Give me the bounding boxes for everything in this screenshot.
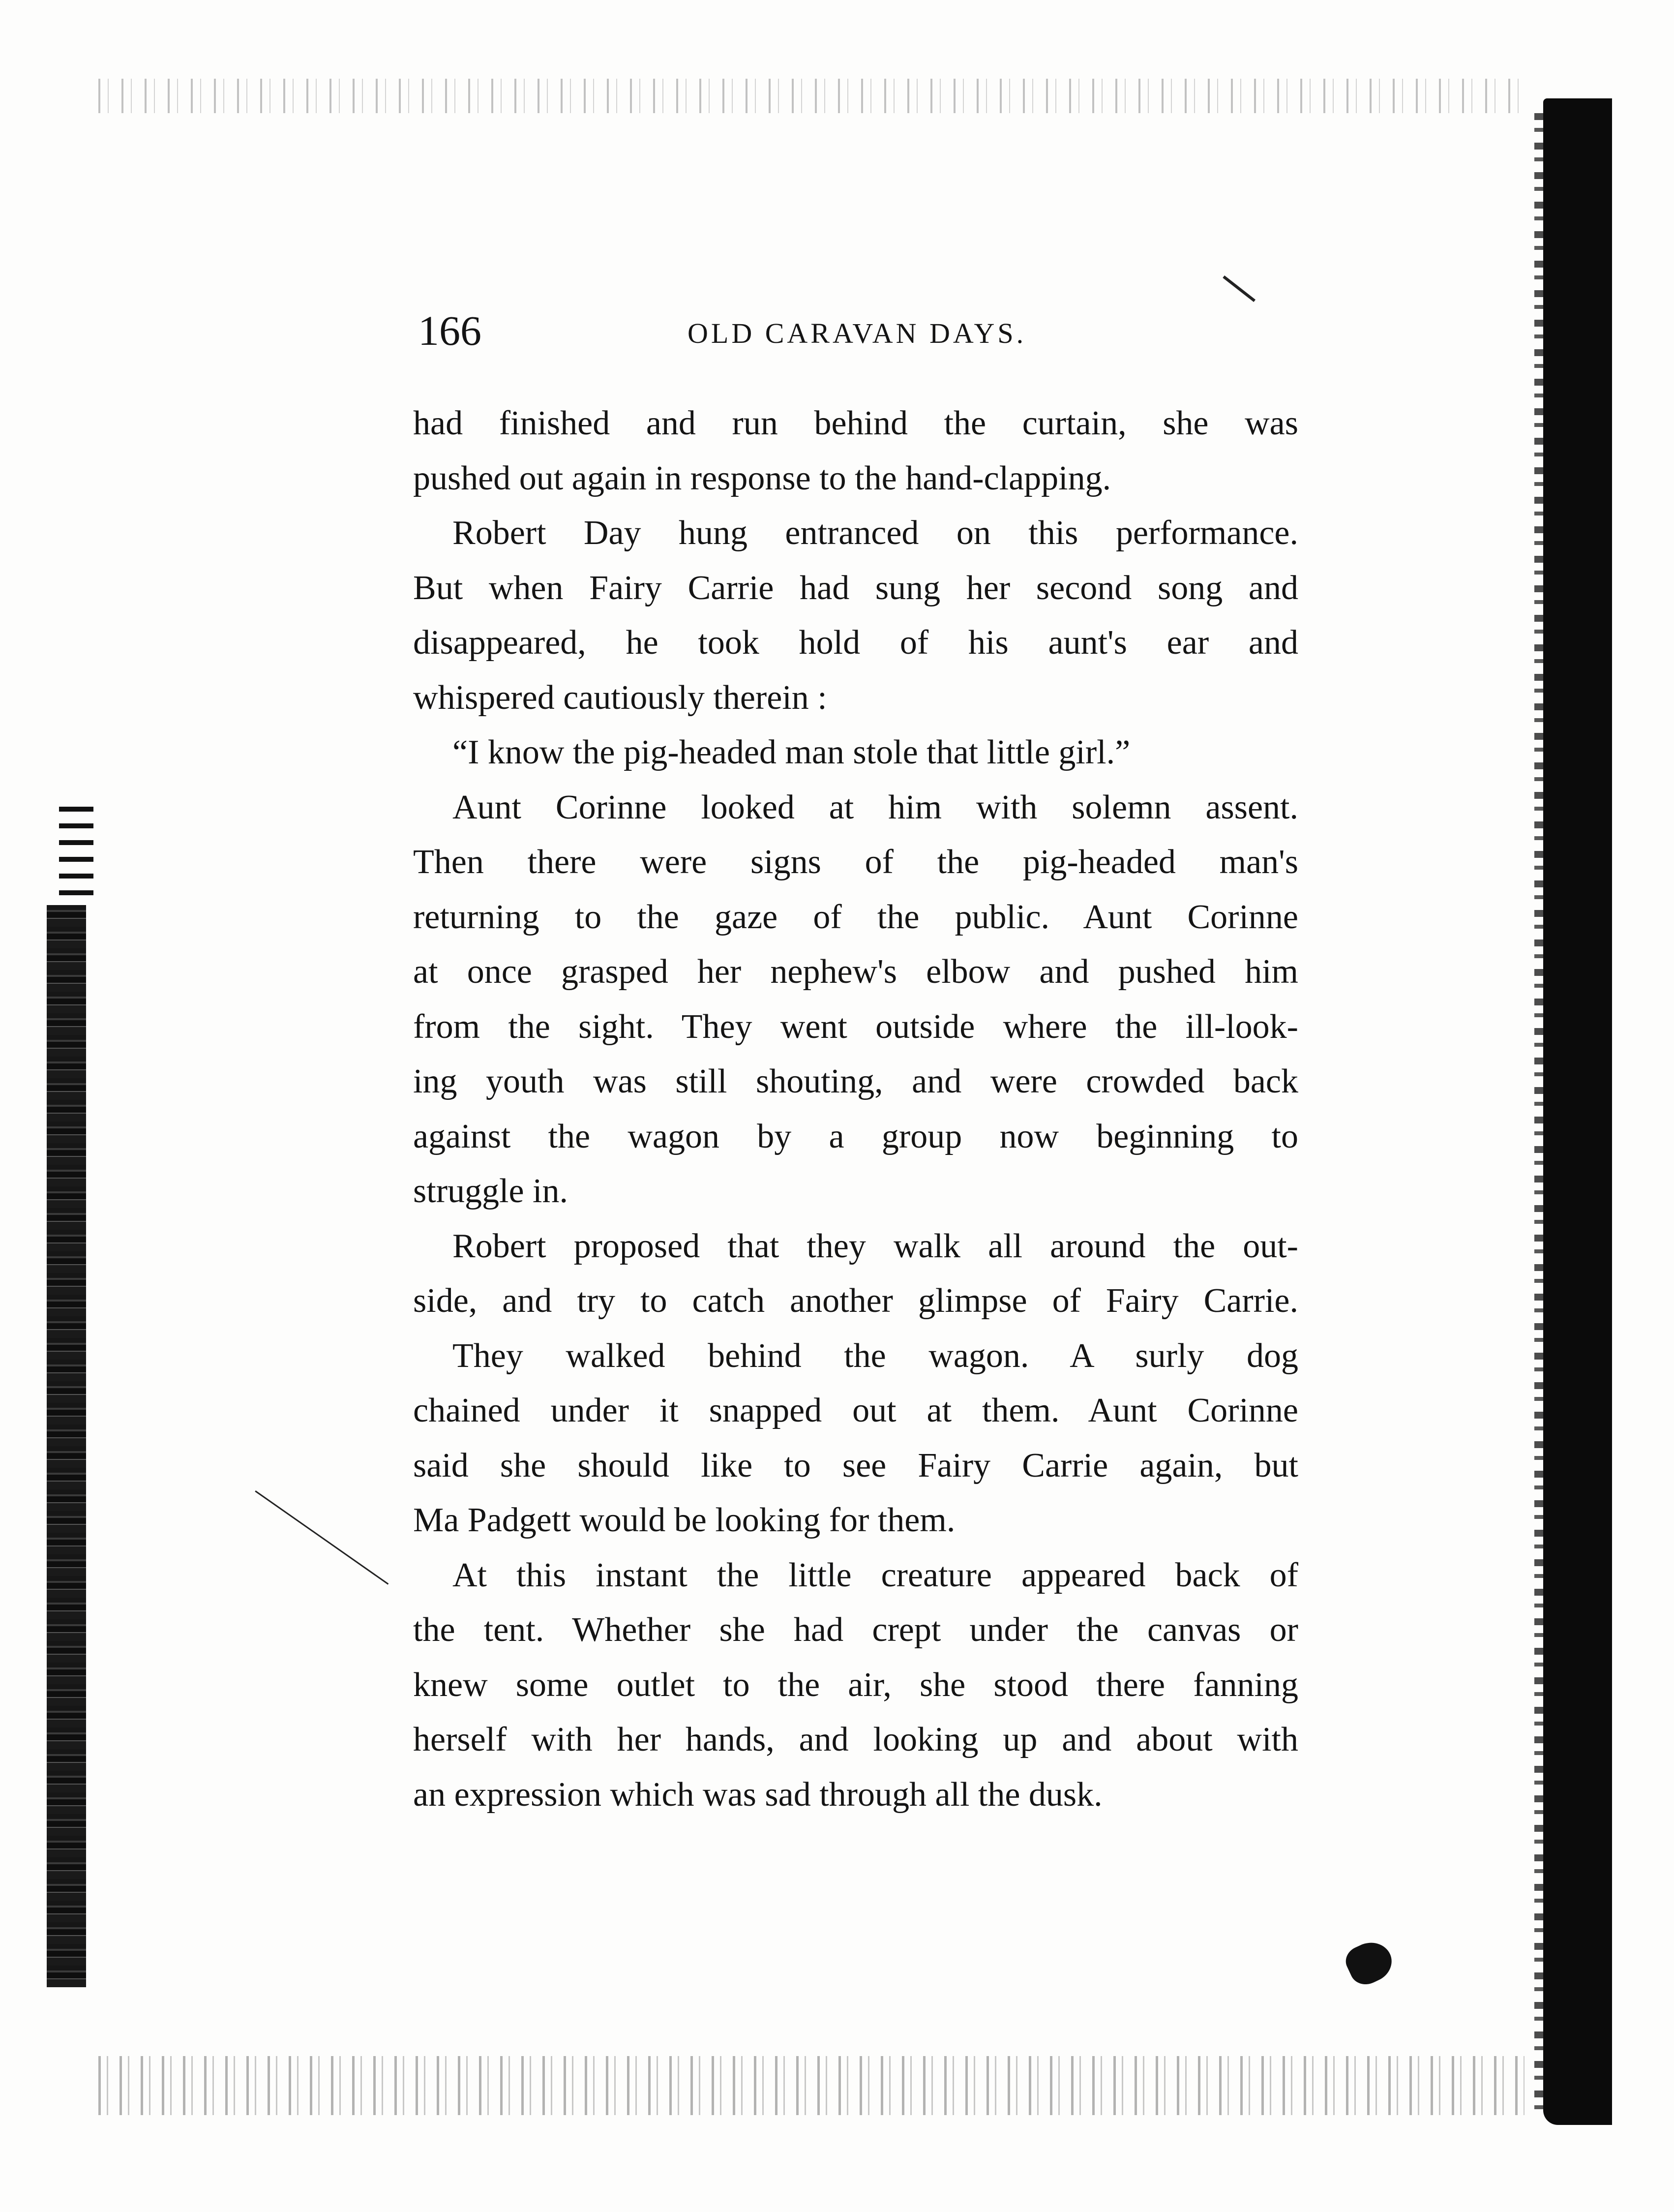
text-line: At this instant the little creature appeared back of (452, 1556, 1298, 1594)
text-line: ing youth was still shouting, and were crowded back (413, 1062, 1298, 1100)
text-line: disappeared, he took hold of his aunt's ear and (413, 624, 1298, 662)
text-line: struggle in. (413, 1172, 568, 1210)
text-line: chained under it snapped out at them. Aunt Corinne (413, 1392, 1298, 1429)
text-line: the tent. Whether she had crept under the canvas or (413, 1611, 1298, 1649)
text-line: from the sight. They went outside where the ill-look- (413, 1007, 1298, 1046)
text-line: returning to the gaze of the public. Aunt Corinne (413, 898, 1298, 936)
text-line: Then there were signs of the pig-headed man's (413, 843, 1298, 881)
text-line: against the wagon by a group now beginning to (413, 1117, 1298, 1155)
text-line: But when Fairy Carrie had sung her second song and (413, 569, 1298, 607)
text-line: pushed out again in response to the hand-clapping. (413, 459, 1111, 497)
scan-noise-top (98, 79, 1525, 113)
ink-blot (1341, 1936, 1398, 1990)
text-line: Ma Padgett would be looking for them. (413, 1501, 956, 1539)
scan-noise-bottom (98, 2056, 1525, 2115)
pencil-stroke-top (1223, 275, 1256, 302)
body-text (413, 396, 1298, 1822)
text-line: said she should like to see Fairy Carrie again, but (413, 1446, 1298, 1485)
gutter-marks-left (59, 807, 93, 895)
text-line: herself with her hands, and looking up and about with (413, 1721, 1298, 1758)
text-line: knew some outlet to the air, she stood there fanning (413, 1666, 1298, 1704)
text-line: whispered cautiously therein : (413, 678, 827, 717)
text-line: Robert Day hung entranced on this performance. (452, 514, 1298, 552)
text-line: They walked behind the wagon. A surly dog (452, 1336, 1298, 1375)
text-line: side, and try to catch another glimpse of Fairy Carrie. (413, 1282, 1298, 1320)
running-title: OLD CARAVAN DAYS. (688, 317, 1027, 349)
running-head (418, 301, 1402, 360)
text-line: at once grasped her nephew's elbow and pushed him (413, 953, 1298, 991)
text-line: “I know the pig-headed man stole that little girl.” (452, 733, 1131, 771)
pencil-stroke-left (255, 1490, 389, 1585)
text-line: an expression which was sad through all the dusk. (413, 1775, 1103, 1814)
page-number: 166 (418, 307, 481, 354)
text-line: Robert proposed that they walk all around the out- (452, 1227, 1298, 1265)
text-line: had finished and run behind the curtain, she was (413, 404, 1298, 442)
binding-edge-right (1543, 98, 1612, 2125)
gutter-strip-left (47, 905, 86, 1987)
text-line: Aunt Corinne looked at him with solemn assent. (452, 788, 1298, 826)
